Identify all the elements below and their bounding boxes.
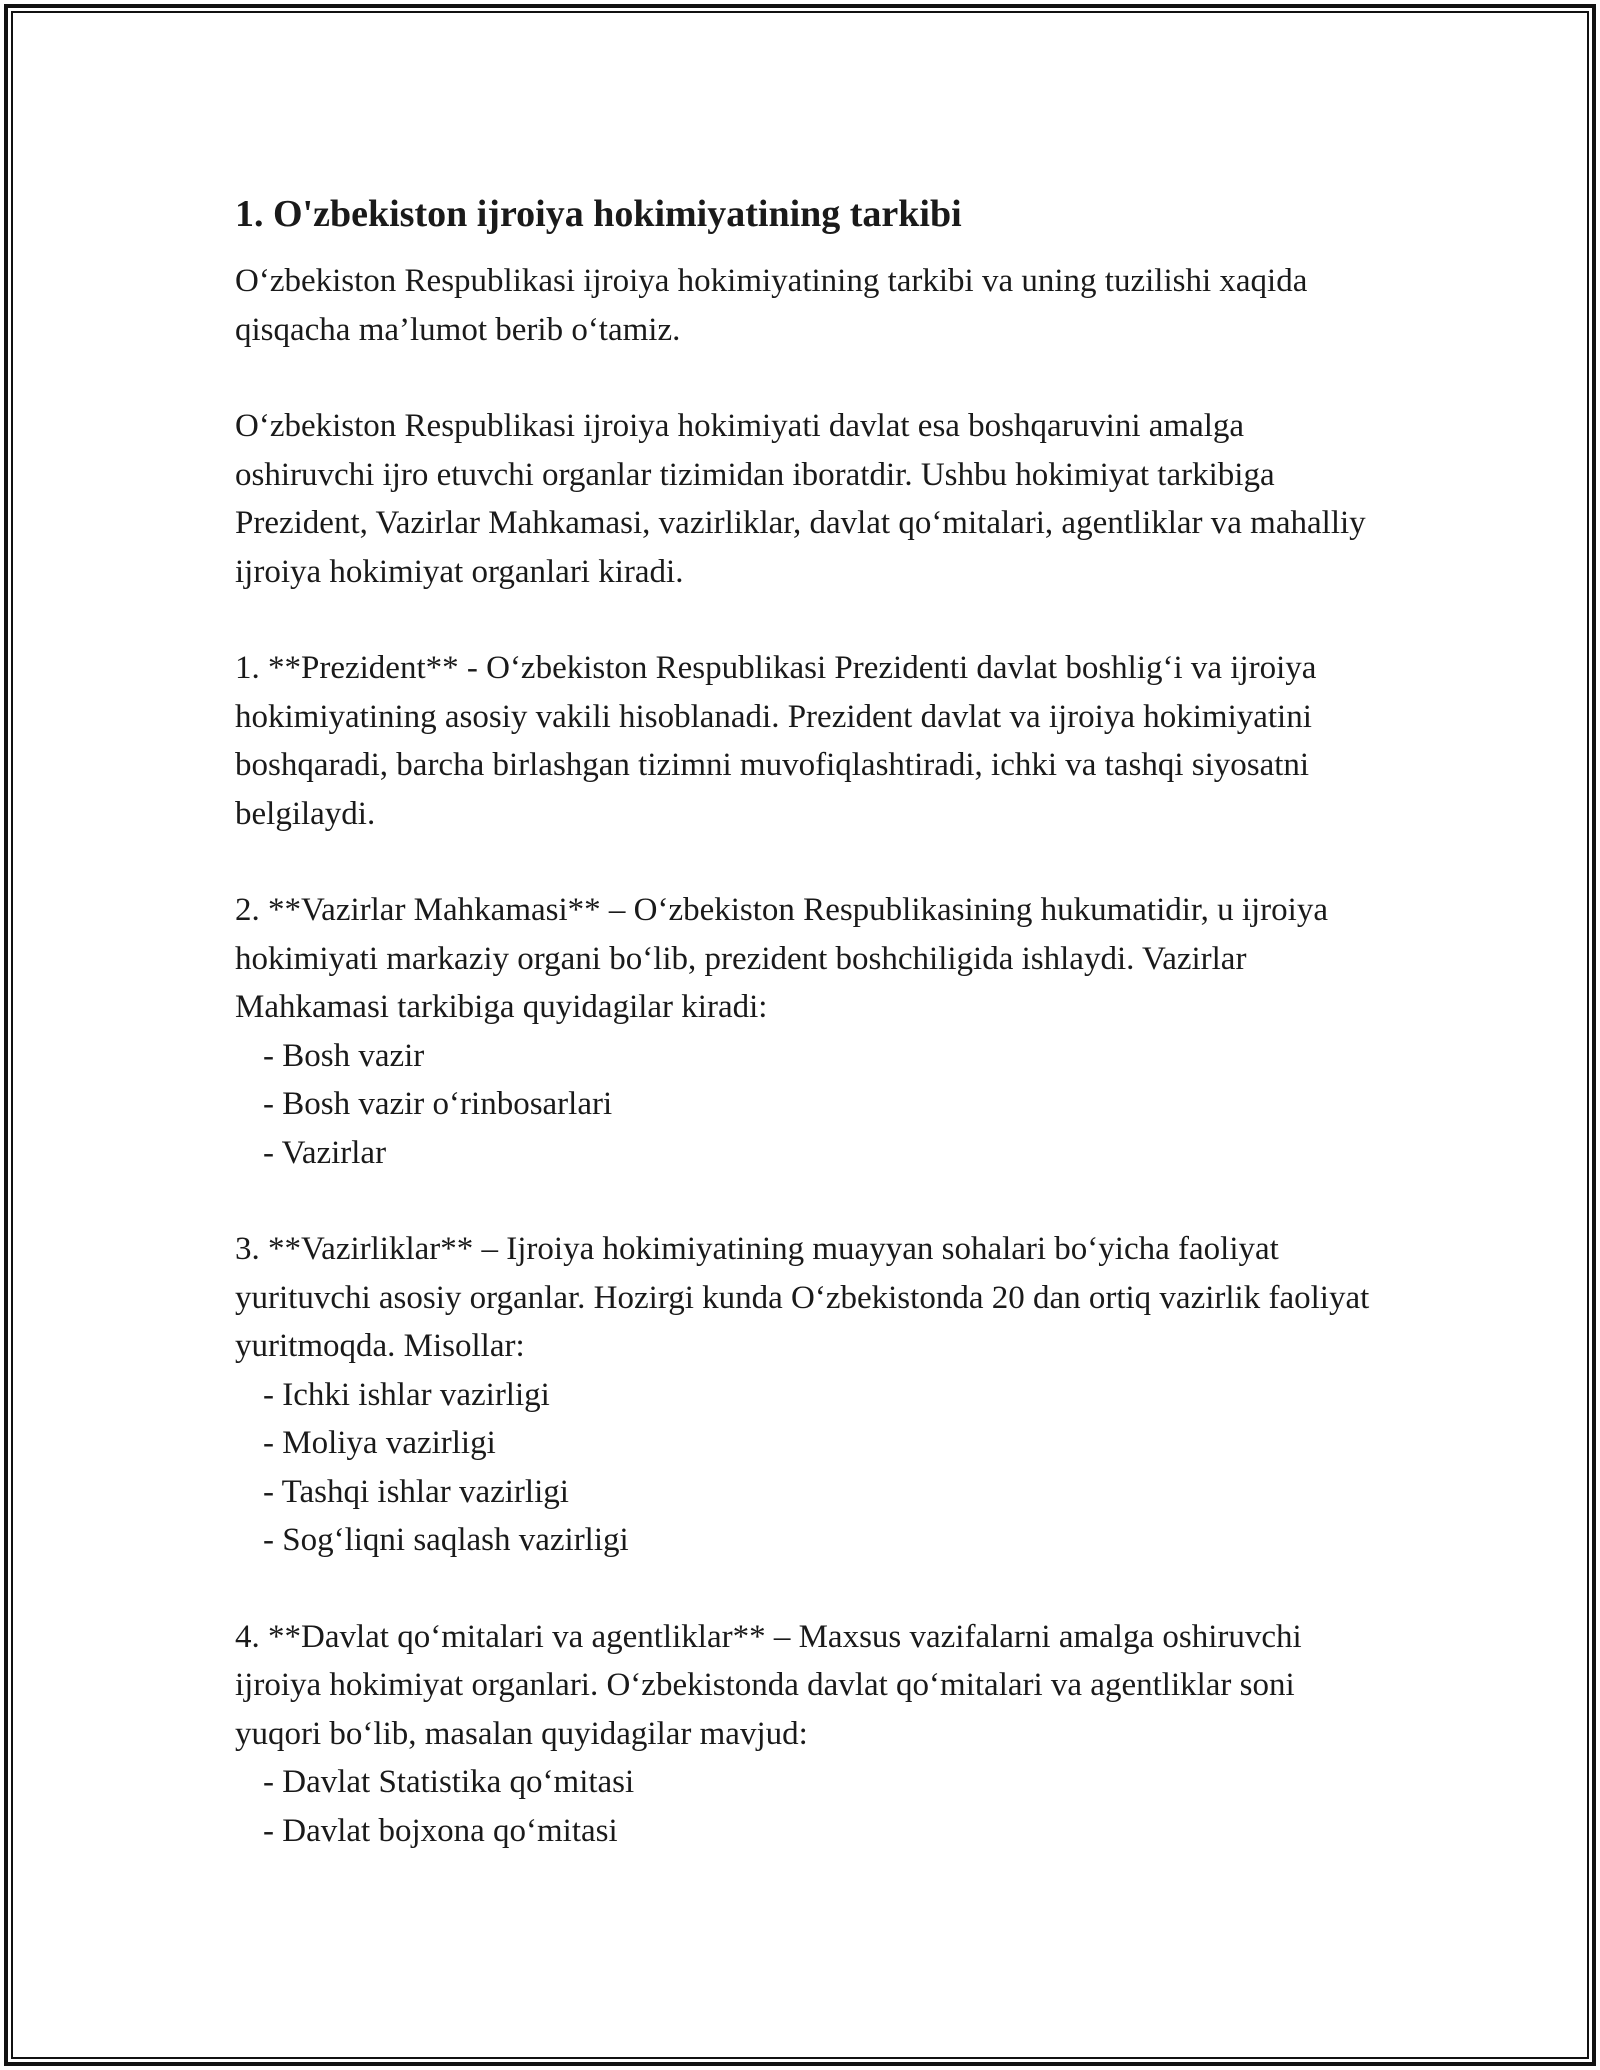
list-item: - Davlat Statistika qo‘mitasi (263, 1764, 635, 1800)
section-president: 1. **Prezident** - O‘zbekiston Respublikasi Prezidenti davlat boshlig‘i va ijroiya hokimiyatining asosiy vakili hisoblanadi. Prezident davlat va ijroiya hokimiyatini boshqaradi, barcha birlashgan tizimni muvofiqlashtiradi, ichki va tashqi siyosatni belgilaydi. (235, 650, 1317, 832)
ministries-list (235, 1371, 1375, 1565)
list-item: - Bosh vazir (263, 1037, 425, 1074)
list-item: - Bosh vazir o‘rinbosarlari (263, 1086, 613, 1122)
section-ministries: 3. **Vazirliklar** – Ijroiya hokimiyatining muayyan sohalari bo‘yicha faoliyat yurituvchi asosiy organlar. Hozirgi kunda O‘zbekistonda 20 dan ortiq vazirlik faoliyat yuritmoqda. Misollar: (235, 1231, 1370, 1364)
list-item: - Tashqi ishlar vazirligi (263, 1473, 569, 1510)
list-item: - Moliya vazirligi (263, 1425, 496, 1461)
list-item: - Davlat bojxona qo‘mitasi (263, 1812, 618, 1849)
list-item: - Ichki ishlar vazirligi (263, 1376, 550, 1413)
committees-list (235, 1758, 1375, 1855)
document-body (235, 186, 1375, 1855)
list-item: - Vazirlar (263, 1134, 387, 1171)
overview-paragraph: O‘zbekiston Respublikasi ijroiya hokimiyati davlat esa boshqaruvini amalga oshiruvchi ijro etuvchi organlar tizimidan iboratdir. Ushbu hokimiyat tarkibiga Prezident, Vazirlar Mahkamasi, vazirliklar, davlat qo‘mitalari, agentliklar va mahalliy ijroiya hokimiyat organlari kiradi. (235, 408, 1366, 590)
list-item: - Sog‘liqni saqlash vazirligi (263, 1522, 629, 1558)
section-cabinet: 2. **Vazirlar Mahkamasi** – O‘zbekiston Respublikasining hukumatidir, u ijroiya hokimiyati markaziy organi bo‘lib, prezident boshchiligida ishlaydi. Vazirlar Mahkamasi tarkibiga quyidagilar kiradi: (235, 892, 1328, 1025)
section-committees: 4. **Davlat qo‘mitalari va agentliklar** – Maxsus vazifalarni amalga oshiruvchi ijroiya hokimiyat organlari. O‘zbekistonda davlat qo‘mitalari va agentliklar soni yuqori bo‘lib, masalan quyidagilar mavjud: (235, 1618, 1302, 1752)
document-title: 1. O'zbekiston ijroiya hokimiyatining tarkibi (235, 193, 962, 235)
intro-paragraph: O‘zbekiston Respublikasi ijroiya hokimiyatining tarkibi va uning tuzilishi xaqida qisqacha ma’lumot berib o‘tamiz. (235, 263, 1308, 348)
cabinet-list (235, 1032, 1375, 1178)
